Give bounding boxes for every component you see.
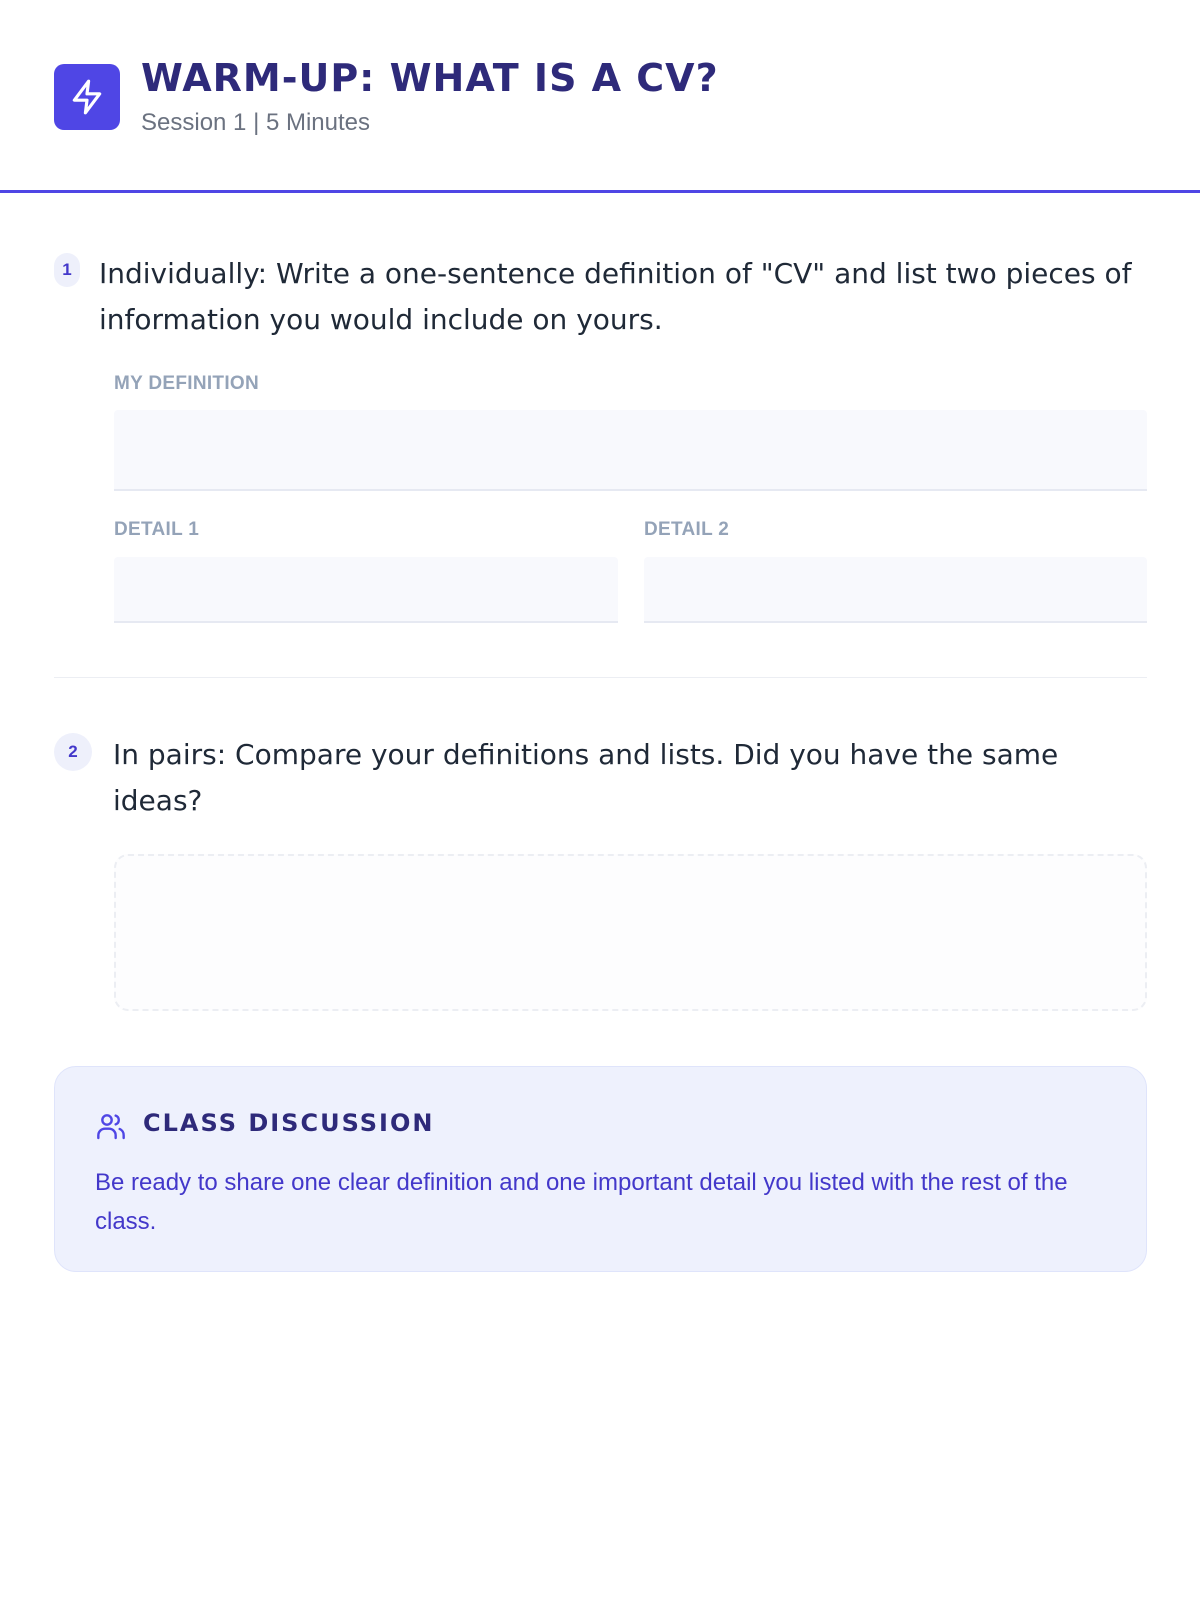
- question-text: Individually: Write a one-sentence definition of "CV" and list two pieces of information you would include on yours.: [99, 257, 1132, 336]
- users-icon: [95, 1110, 127, 1142]
- class-discussion-callout: [54, 1066, 1147, 1272]
- page-header: [0, 0, 1200, 193]
- pair-discussion-answer[interactable]: [114, 854, 1147, 1011]
- detail-2-label: DETAIL 2: [644, 519, 730, 540]
- callout-text: Be ready to share one clear definition and one important detail you listed with the rest of the class.: [95, 1169, 1068, 1235]
- question-number-badge: 1: [54, 253, 80, 287]
- definition-field[interactable]: [114, 410, 1147, 491]
- callout-title: CLASS DISCUSSION: [143, 1109, 435, 1137]
- lightning-bolt-icon: [54, 64, 120, 130]
- page-subtitle: Session 1 | 5 Minutes: [141, 109, 371, 136]
- question-text: In pairs: Compare your definitions and lists. Did you have the same ideas?: [113, 738, 1059, 817]
- detail-1-field[interactable]: [114, 557, 618, 623]
- definition-label: MY DEFINITION: [114, 373, 259, 394]
- detail-1-label: DETAIL 1: [114, 519, 200, 540]
- page-title: WARM-UP: WHAT IS A CV?: [141, 56, 719, 100]
- detail-2-field[interactable]: [644, 557, 1147, 623]
- question-number-badge: 2: [54, 733, 92, 771]
- section-divider: [54, 677, 1147, 678]
